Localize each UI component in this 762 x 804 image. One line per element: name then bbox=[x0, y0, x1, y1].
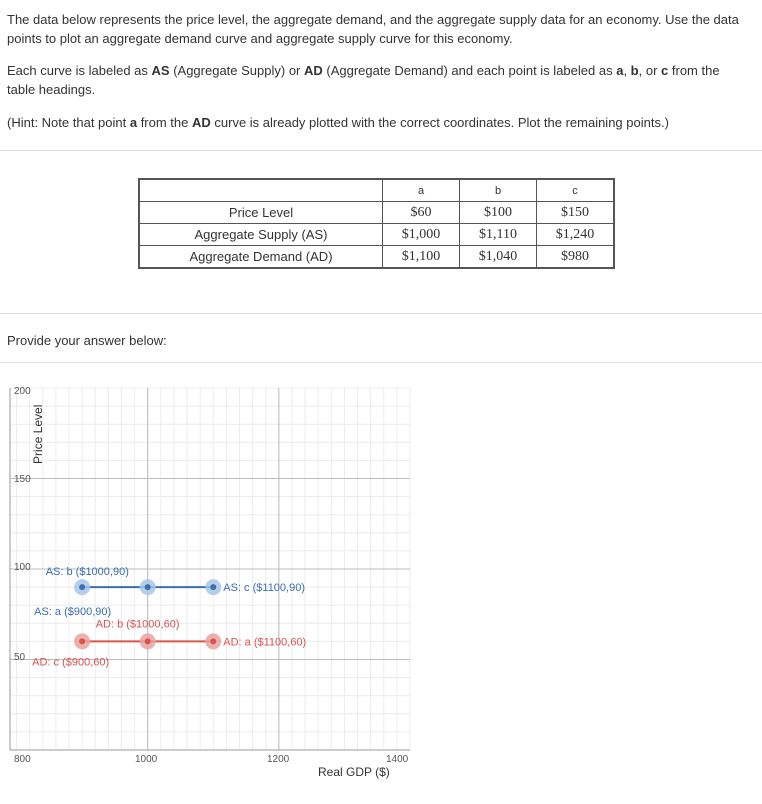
ad-point-label: AD: c ($900,60) bbox=[32, 656, 110, 669]
ad-point-1[interactable] bbox=[145, 638, 151, 644]
as-point-1[interactable] bbox=[145, 584, 151, 590]
as-term: AS bbox=[151, 63, 170, 78]
cell: $1,110 bbox=[460, 224, 537, 246]
graph-canvas[interactable] bbox=[0, 380, 420, 790]
y-tick-100: 100 bbox=[14, 562, 31, 573]
data-table bbox=[138, 178, 615, 269]
cell: $1,240 bbox=[537, 224, 615, 246]
table-row bbox=[139, 246, 614, 269]
header-b: b bbox=[460, 179, 537, 202]
text: (Aggregate Supply) or bbox=[169, 63, 304, 78]
x-tick-1200: 1200 bbox=[267, 754, 290, 765]
y-tick-150: 150 bbox=[14, 474, 31, 485]
point-b-term: b bbox=[630, 63, 639, 78]
plot-layer[interactable] bbox=[32, 566, 306, 668]
cell: $60 bbox=[383, 202, 460, 224]
cell: $150 bbox=[537, 202, 615, 224]
instructions-paragraph-2 bbox=[7, 61, 747, 99]
ad-point-label: AD: b ($1000,60) bbox=[95, 618, 180, 631]
y-tick-50: 50 bbox=[14, 652, 26, 663]
as-point-label: AS: a ($900,90) bbox=[34, 606, 112, 619]
row-label: Aggregate Supply (AS) bbox=[139, 224, 383, 246]
header-c: c bbox=[537, 179, 615, 202]
cell: $1,000 bbox=[383, 224, 460, 246]
ad-term: AD bbox=[304, 63, 323, 78]
y-axis-label: Price Level bbox=[31, 404, 45, 464]
row-label: Aggregate Demand (AD) bbox=[139, 246, 383, 269]
text: Each curve is labeled as bbox=[7, 63, 152, 78]
point-a-term: a bbox=[129, 115, 138, 130]
cell: $1,100 bbox=[383, 246, 460, 269]
as-point-label: AS: c ($1100,90) bbox=[223, 582, 306, 595]
x-axis-label: Real GDP ($) bbox=[318, 765, 390, 779]
as-point-2[interactable] bbox=[210, 584, 216, 590]
divider bbox=[0, 313, 762, 314]
text: from the table headings. bbox=[7, 63, 720, 97]
divider bbox=[0, 150, 762, 151]
header-a: a bbox=[383, 179, 460, 202]
point-a-term: a bbox=[616, 63, 624, 78]
table-row bbox=[139, 224, 614, 246]
x-tick-1000: 1000 bbox=[135, 754, 158, 765]
ad-point-0[interactable] bbox=[79, 638, 85, 644]
y-tick-200: 200 bbox=[14, 386, 31, 397]
text: , or bbox=[638, 63, 662, 78]
text: (Aggregate Demand) and each point is labeled as bbox=[322, 63, 617, 78]
table-corner-cell bbox=[139, 179, 383, 202]
table-header-row bbox=[139, 179, 614, 202]
text: from the bbox=[137, 115, 192, 130]
hint-paragraph bbox=[7, 113, 747, 132]
row-label: Price Level bbox=[139, 202, 383, 224]
text: curve is already plotted with the correct coordinates. Plot the remaining points.) bbox=[210, 115, 669, 130]
x-tick-800: 800 bbox=[14, 754, 31, 765]
answer-prompt: Provide your answer below: bbox=[7, 333, 167, 348]
as-point-0[interactable] bbox=[79, 584, 85, 590]
table-row bbox=[139, 202, 614, 224]
divider bbox=[0, 362, 762, 363]
ad-point-2[interactable] bbox=[210, 638, 216, 644]
text: , bbox=[623, 63, 631, 78]
point-c-term: c bbox=[661, 63, 669, 78]
x-tick-1400: 1400 bbox=[386, 754, 409, 765]
instructions-paragraph-1: The data below represents the price level, the aggregate demand, and the aggregate supply data for an economy. Use the data points to plot an aggregate demand curve and aggregate supply curve for this economy. bbox=[7, 12, 739, 46]
cell: $980 bbox=[537, 246, 615, 269]
cell: $100 bbox=[460, 202, 537, 224]
text: (Hint: Note that point bbox=[7, 115, 130, 130]
as-point-label: AS: b ($1000,90) bbox=[45, 566, 129, 579]
cell: $1,040 bbox=[460, 246, 537, 269]
ad-term: AD bbox=[192, 115, 211, 130]
ad-point-label: AD: a ($1100,60) bbox=[223, 636, 307, 649]
